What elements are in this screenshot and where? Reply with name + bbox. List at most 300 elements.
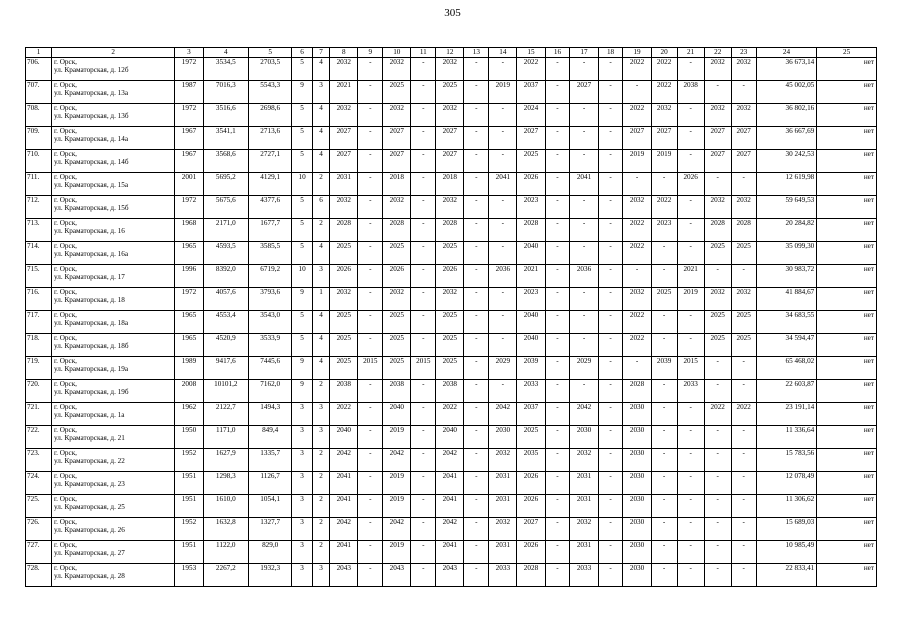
address-city: г. Орск, [53, 564, 77, 572]
data-cell: - [545, 449, 570, 472]
data-cell: 2027 [704, 150, 731, 173]
address-cell [51, 357, 174, 380]
address-city: г. Орск, [53, 127, 77, 135]
data-cell: 3 [312, 81, 329, 104]
data-cell: 3585,5 [249, 242, 292, 265]
data-cell: - [731, 357, 756, 380]
data-cell: - [677, 127, 704, 150]
data-cell: 2030 [623, 403, 651, 426]
data-cell: 7016,3 [203, 81, 248, 104]
address-street: ул. Краматорская, д. 19а [53, 365, 129, 374]
data-cell: 2022 [330, 403, 358, 426]
data-cell: 2022 [623, 311, 651, 334]
data-cell: - [598, 81, 623, 104]
data-cell: - [651, 518, 677, 541]
data-cell: - [598, 265, 623, 288]
data-cell: - [464, 219, 489, 242]
data-cell: 2030 [623, 541, 651, 564]
data-cell: 2022 [731, 403, 756, 426]
column-header: 1 [26, 48, 52, 58]
address-city: г. Орск, [53, 518, 77, 526]
data-cell: - [598, 541, 623, 564]
data-cell: 12 619,98 [756, 173, 817, 196]
data-cell: - [677, 403, 704, 426]
data-cell: - [358, 403, 383, 426]
data-cell: - [545, 219, 570, 242]
address-city: г. Орск, [53, 150, 77, 158]
data-cell: 2025 [383, 357, 411, 380]
data-cell: 2025 [436, 242, 464, 265]
data-cell: 6719,2 [249, 265, 292, 288]
data-cell: 2019 [383, 426, 411, 449]
data-cell: - [677, 58, 704, 81]
data-cell: - [704, 81, 731, 104]
data-cell: - [731, 518, 756, 541]
row-number: 707. [26, 81, 52, 104]
data-cell: - [411, 403, 436, 426]
data-cell: 2027 [517, 518, 545, 541]
address-cell [51, 472, 174, 495]
data-cell: нет [817, 265, 877, 288]
data-cell: 3 [312, 426, 329, 449]
address-street: ул. Краматорская, д. 16а [53, 250, 129, 259]
table-row [26, 58, 877, 81]
column-header: 22 [704, 48, 731, 58]
column-header: 15 [517, 48, 545, 58]
data-cell: 1972 [175, 288, 203, 311]
data-cell: 59 649,53 [756, 196, 817, 219]
table-row [26, 334, 877, 357]
data-cell: 2031 [489, 541, 517, 564]
data-cell: - [358, 104, 383, 127]
data-cell: - [358, 472, 383, 495]
address-city: г. Орск, [53, 334, 77, 342]
data-cell: 3793,6 [249, 288, 292, 311]
data-cell: 2022 [623, 334, 651, 357]
data-cell: - [677, 495, 704, 518]
data-cell: - [731, 564, 756, 587]
address-street: ул. Краматорская, д. 15а [53, 181, 129, 190]
data-cell: 2028 [731, 219, 756, 242]
data-cell: - [598, 518, 623, 541]
data-cell: 1335,7 [249, 449, 292, 472]
column-header: 25 [817, 48, 877, 58]
data-cell: 9 [292, 380, 313, 403]
data-cell: нет [817, 564, 877, 587]
data-cell: 2043 [436, 564, 464, 587]
data-cell: 2027 [383, 127, 411, 150]
data-cell: - [545, 380, 570, 403]
address-street: ул. Краматорская, д. 18б [53, 342, 129, 351]
data-cell: - [731, 495, 756, 518]
data-cell: - [545, 495, 570, 518]
address-cell [51, 564, 174, 587]
data-cell: 3 [312, 564, 329, 587]
data-cell: 1951 [175, 495, 203, 518]
data-cell: 2030 [570, 426, 598, 449]
data-cell: 2030 [623, 495, 651, 518]
data-cell: 4593,5 [203, 242, 248, 265]
data-cell: - [464, 403, 489, 426]
data-cell: - [731, 173, 756, 196]
table-row [26, 104, 877, 127]
data-cell: - [570, 58, 598, 81]
data-cell: - [358, 495, 383, 518]
data-cell: - [358, 219, 383, 242]
data-cell: 2021 [517, 265, 545, 288]
address-street: ул. Краматорская, д. 12б [53, 66, 129, 75]
address-city: г. Орск, [53, 472, 77, 480]
data-cell: - [358, 449, 383, 472]
data-cell: 10101,2 [203, 380, 248, 403]
data-cell: 2025 [651, 288, 677, 311]
data-cell: 3568,6 [203, 150, 248, 173]
data-cell: - [651, 242, 677, 265]
data-cell: 2025 [731, 311, 756, 334]
data-cell: 2025 [704, 311, 731, 334]
data-cell: - [464, 541, 489, 564]
table-row [26, 219, 877, 242]
data-cell: - [464, 196, 489, 219]
data-cell: 4553,4 [203, 311, 248, 334]
data-cell: нет [817, 242, 877, 265]
data-cell: - [623, 265, 651, 288]
data-cell: 2025 [436, 334, 464, 357]
data-cell: - [598, 403, 623, 426]
data-cell: - [598, 58, 623, 81]
row-number: 727. [26, 541, 52, 564]
column-header: 3 [175, 48, 203, 58]
data-cell: - [731, 81, 756, 104]
data-cell: 2022 [623, 242, 651, 265]
data-cell: 2032 [651, 104, 677, 127]
row-number: 713. [26, 219, 52, 242]
data-cell: 2019 [677, 288, 704, 311]
data-cell: 2039 [651, 357, 677, 380]
data-cell: 4 [312, 357, 329, 380]
data-cell: 2025 [383, 242, 411, 265]
data-cell: - [358, 541, 383, 564]
table-row [26, 173, 877, 196]
column-number-row [26, 48, 877, 58]
row-number: 725. [26, 495, 52, 518]
data-cell: 1989 [175, 357, 203, 380]
data-cell: - [464, 311, 489, 334]
data-cell: - [598, 127, 623, 150]
data-cell: 5 [292, 127, 313, 150]
data-cell: 2042 [570, 403, 598, 426]
data-cell: 3 [312, 265, 329, 288]
address-cell [51, 288, 174, 311]
data-cell: - [358, 265, 383, 288]
data-cell: 2028 [704, 219, 731, 242]
address-city: г. Орск, [53, 288, 77, 296]
data-cell: - [411, 104, 436, 127]
address-street: ул. Краматорская, д. 28 [53, 572, 125, 581]
data-cell: 36 673,14 [756, 58, 817, 81]
data-cell: нет [817, 380, 877, 403]
address-cell [51, 265, 174, 288]
data-cell: - [731, 449, 756, 472]
data-cell: 2041 [436, 541, 464, 564]
data-cell: - [704, 541, 731, 564]
data-cell: 5675,6 [203, 196, 248, 219]
data-cell: - [704, 495, 731, 518]
data-cell: 45 002,05 [756, 81, 817, 104]
address-cell [51, 380, 174, 403]
data-cell: 2031 [330, 173, 358, 196]
data-cell: 2030 [623, 426, 651, 449]
data-cell: - [545, 150, 570, 173]
address-street: ул. Краматорская, д. 15б [53, 204, 129, 213]
column-header: 19 [623, 48, 651, 58]
address-cell [51, 81, 174, 104]
data-cell: 10 985,49 [756, 541, 817, 564]
data-cell: 2018 [436, 173, 464, 196]
data-cell: - [489, 127, 517, 150]
data-cell: - [489, 150, 517, 173]
column-header: 10 [383, 48, 411, 58]
data-cell: - [545, 127, 570, 150]
table-body [26, 58, 877, 587]
row-number: 728. [26, 564, 52, 587]
data-cell: 2 [312, 518, 329, 541]
data-cell: - [464, 495, 489, 518]
data-cell: 3 [292, 541, 313, 564]
column-header: 18 [598, 48, 623, 58]
row-number: 711. [26, 173, 52, 196]
column-header: 4 [203, 48, 248, 58]
address-city: г. Орск, [53, 196, 77, 204]
data-cell: 2043 [330, 564, 358, 587]
data-cell: - [598, 150, 623, 173]
data-cell: 2027 [570, 81, 598, 104]
data-cell: - [545, 242, 570, 265]
data-cell: - [704, 426, 731, 449]
data-cell: 2041 [489, 173, 517, 196]
data-cell: 2043 [383, 564, 411, 587]
row-number: 721. [26, 403, 52, 426]
table-row [26, 495, 877, 518]
data-cell: 2032 [383, 196, 411, 219]
data-cell: - [704, 518, 731, 541]
data-cell: 2019 [489, 81, 517, 104]
data-cell: 34 594,47 [756, 334, 817, 357]
data-cell: 2032 [704, 58, 731, 81]
data-cell: 2032 [383, 288, 411, 311]
data-cell: 1965 [175, 242, 203, 265]
column-header: 6 [292, 48, 313, 58]
data-cell: 35 099,30 [756, 242, 817, 265]
data-cell: 2025 [731, 242, 756, 265]
address-street: ул. Краматорская, д. 23 [53, 480, 125, 489]
data-cell: 2032 [704, 104, 731, 127]
data-cell: нет [817, 127, 877, 150]
address-city: г. Орск, [53, 58, 77, 66]
data-cell: - [570, 380, 598, 403]
data-cell: 9 [292, 81, 313, 104]
data-cell: - [489, 334, 517, 357]
data-cell: 3 [292, 449, 313, 472]
page-number: 305 [444, 7, 461, 19]
data-cell: 30 242,53 [756, 150, 817, 173]
data-cell: 1996 [175, 265, 203, 288]
address-cell [51, 403, 174, 426]
data-cell: 4 [312, 242, 329, 265]
data-cell: 1054,1 [249, 495, 292, 518]
address-street: ул. Краматорская, д. 18 [53, 296, 125, 305]
data-cell: 2040 [517, 242, 545, 265]
data-cell: 2025 [330, 242, 358, 265]
data-cell: 30 983,72 [756, 265, 817, 288]
data-cell: - [598, 426, 623, 449]
address-city: г. Орск, [53, 242, 77, 250]
data-cell: - [464, 518, 489, 541]
column-header: 21 [677, 48, 704, 58]
column-header: 20 [651, 48, 677, 58]
data-cell: 1987 [175, 81, 203, 104]
data-cell: нет [817, 334, 877, 357]
data-cell: 5 [292, 58, 313, 81]
data-cell: 2032 [704, 288, 731, 311]
data-cell: 2028 [436, 219, 464, 242]
address-cell [51, 58, 174, 81]
data-cell: 2022 [517, 58, 545, 81]
data-cell: - [598, 242, 623, 265]
data-cell: 2033 [517, 380, 545, 403]
data-cell: - [704, 472, 731, 495]
data-cell: - [411, 472, 436, 495]
data-cell: 2026 [517, 541, 545, 564]
data-cell: - [464, 173, 489, 196]
data-cell: - [464, 334, 489, 357]
data-cell: 2025 [330, 311, 358, 334]
data-cell: - [651, 173, 677, 196]
data-cell: нет [817, 518, 877, 541]
data-cell: - [598, 311, 623, 334]
data-cell: - [411, 518, 436, 541]
data-cell: 1952 [175, 518, 203, 541]
column-header: 7 [312, 48, 329, 58]
table-row [26, 357, 877, 380]
data-cell: - [545, 288, 570, 311]
data-cell: нет [817, 311, 877, 334]
data-cell: 2015 [411, 357, 436, 380]
data-cell: 1171,0 [203, 426, 248, 449]
address-city: г. Орск, [53, 219, 77, 227]
data-cell: 5695,2 [203, 173, 248, 196]
data-cell: 6 [312, 196, 329, 219]
address-city: г. Орск, [53, 541, 77, 549]
data-cell: - [411, 449, 436, 472]
data-cell: 11 306,62 [756, 495, 817, 518]
column-header: 8 [330, 48, 358, 58]
address-street: ул. Краматорская, д. 21 [53, 434, 125, 443]
data-cell: 2042 [383, 518, 411, 541]
data-cell: 2025 [704, 242, 731, 265]
data-cell: 34 683,55 [756, 311, 817, 334]
data-cell: 2025 [383, 311, 411, 334]
data-cell: 3516,6 [203, 104, 248, 127]
data-cell: 1951 [175, 472, 203, 495]
data-cell: 23 191,14 [756, 403, 817, 426]
data-cell: - [489, 104, 517, 127]
data-cell: 2008 [175, 380, 203, 403]
data-cell: - [464, 449, 489, 472]
data-cell: 2023 [651, 219, 677, 242]
data-cell: нет [817, 357, 877, 380]
address-street: ул. Краматорская, д. 17 [53, 273, 125, 282]
data-cell: 2023 [517, 288, 545, 311]
data-cell: 36 667,69 [756, 127, 817, 150]
data-cell: - [464, 380, 489, 403]
data-cell: 4377,6 [249, 196, 292, 219]
data-cell: - [545, 472, 570, 495]
data-cell: - [489, 311, 517, 334]
data-cell: 2031 [570, 495, 598, 518]
data-cell: - [464, 426, 489, 449]
data-cell: 2032 [489, 449, 517, 472]
data-cell: - [598, 495, 623, 518]
data-cell: - [464, 242, 489, 265]
data-cell: - [545, 173, 570, 196]
data-cell: 2022 [623, 58, 651, 81]
data-cell: - [545, 403, 570, 426]
data-cell: - [358, 81, 383, 104]
data-cell: 5 [292, 196, 313, 219]
column-header: 13 [464, 48, 489, 58]
data-cell: 2041 [436, 472, 464, 495]
data-cell: 1932,3 [249, 564, 292, 587]
address-street: ул. Краматорская, д. 13б [53, 112, 129, 121]
data-cell: 20 284,82 [756, 219, 817, 242]
data-cell: - [464, 564, 489, 587]
data-cell: - [677, 426, 704, 449]
data-cell: - [411, 334, 436, 357]
address-street: ул. Краматорская, д. 19б [53, 388, 129, 397]
data-cell: - [598, 173, 623, 196]
data-cell: - [677, 472, 704, 495]
data-cell: - [545, 541, 570, 564]
data-cell: - [651, 564, 677, 587]
data-cell: - [598, 357, 623, 380]
data-cell: 1122,0 [203, 541, 248, 564]
data-cell: 2038 [330, 380, 358, 403]
address-cell [51, 334, 174, 357]
data-cell: - [464, 357, 489, 380]
data-cell: - [677, 242, 704, 265]
data-cell: - [570, 334, 598, 357]
table-row [26, 242, 877, 265]
data-cell: - [651, 334, 677, 357]
data-cell: 1950 [175, 426, 203, 449]
data-cell: 2038 [383, 380, 411, 403]
data-cell: - [704, 265, 731, 288]
data-cell: 1126,7 [249, 472, 292, 495]
data-cell: 2025 [517, 150, 545, 173]
data-cell: - [411, 288, 436, 311]
data-cell: - [464, 288, 489, 311]
data-cell: 2039 [517, 357, 545, 380]
data-cell: 3 [292, 472, 313, 495]
data-cell: 2022 [623, 104, 651, 127]
data-cell: 4057,6 [203, 288, 248, 311]
data-cell: - [411, 150, 436, 173]
data-cell: нет [817, 196, 877, 219]
data-cell: 2026 [517, 495, 545, 518]
data-cell: - [358, 58, 383, 81]
data-cell: 2030 [623, 449, 651, 472]
